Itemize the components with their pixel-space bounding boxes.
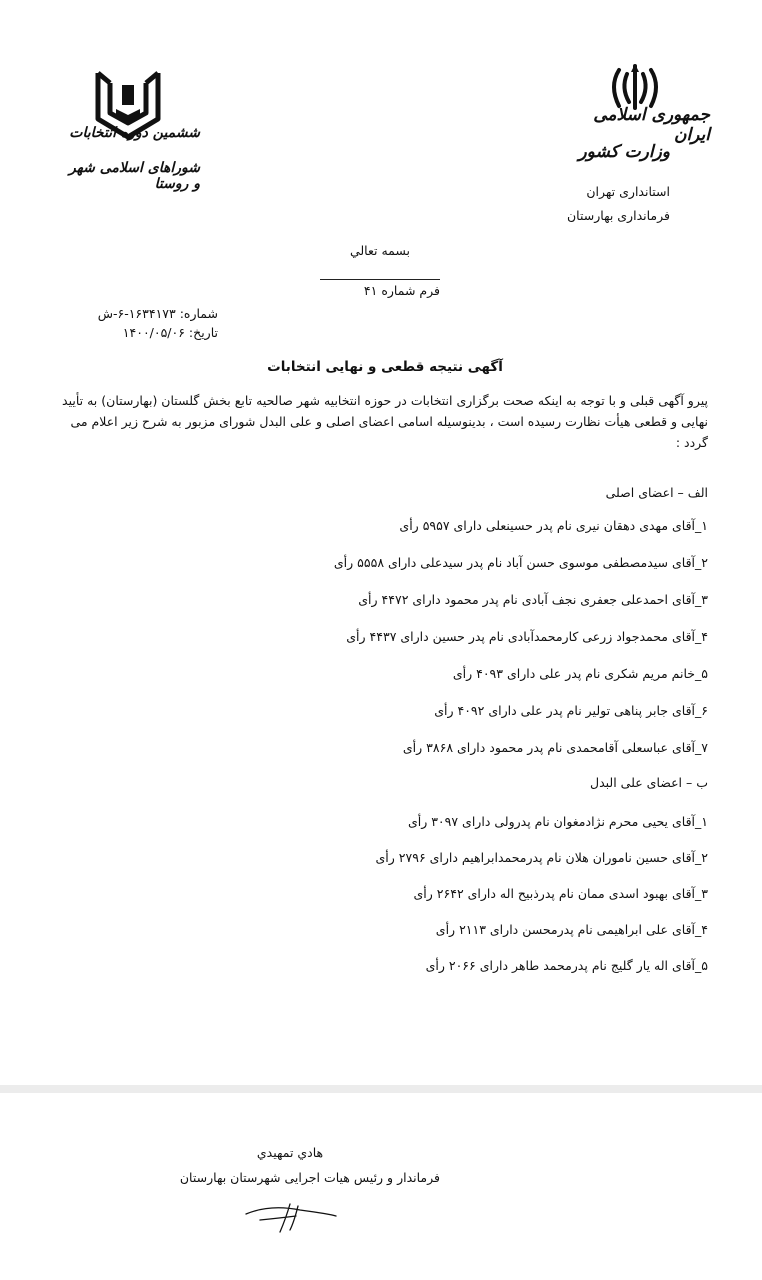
logo-title-line2: شوراهای اسلامی شهر و روستا (68, 160, 200, 192)
basmala: بسمه تعالي (349, 243, 411, 258)
org-line-2: فرمانداری بهارستان (566, 208, 670, 223)
intro-paragraph: پیرو آگهی قبلی و با توجه به اینکه صحت برگزاری انتخابات در حوزه انتخابیه شهر صالحیه تابع بخش گلستان (بهارستان) به تأیید نهایی و قطعی هیأت نظارت رسیده است ، بدینوسیله اسامی اعضای اصلی و علی البدل شورای مزبور به شرح زیر اعلام می گردد : (62, 393, 708, 450)
signatory-role: فرماندار و رئیس هیات اجرایی شهرستان بهارستان (179, 1170, 440, 1185)
main-member-4: ۴_آقای محمدجواد زرعی کارمحمدآبادی نام پدر حسین دارای ۴۴۳۷ رأی (346, 629, 708, 644)
alternate-member-5: ۵_آقای اله یار گلیج نام پدرمحمد طاهر دارای ۲۰۶۶ رأی (425, 958, 708, 973)
page-separator (0, 1085, 762, 1093)
reference-number: شماره: ۱۶۳۴۱۷۳-۶-ش (97, 306, 218, 321)
alternate-member-3: ۳_آقای بهبود اسدی ممان نام پدرذبیح اله دارای ۲۶۴۲ رأی (413, 886, 708, 901)
document-date: تاریخ: ۱۴۰۰/۰۵/۰۶ (122, 325, 218, 340)
emblem-title-line1: جمهوری اسلامی ایران (593, 105, 710, 145)
org-line-1: استانداری تهران (586, 184, 670, 199)
main-member-1: ۱_آقای مهدی دهقان نیری نام پدر حسینعلی دارای ۵۹۵۷ رأی (399, 518, 708, 533)
main-member-7: ۷_آقای عباسعلی آقامحمدی نام پدر محمود دارای ۳۸۶۸ رأی (402, 740, 708, 755)
basmala-underline (320, 279, 440, 280)
form-number: فرم شماره ۴۱ (363, 283, 440, 298)
section-main-heading: الف – اعضای اصلی (605, 485, 708, 500)
signatory-name: هادي تمهيدي (256, 1145, 324, 1160)
handwritten-signature-icon (240, 1196, 340, 1238)
main-member-3: ۳_آقای احمدعلی جعفری نجف آبادی نام پدر محمود دارای ۴۴۷۲ رأی (358, 592, 708, 607)
main-member-5: ۵_خانم مریم شکری نام پدر علی دارای ۴۰۹۳ رأی (452, 666, 708, 681)
alternate-member-2: ۲_آقای حسین ناموران هلان نام پدرمحمدابراهیم دارای ۲۷۹۶ رأی (375, 850, 708, 865)
main-member-2: ۲_آقای سیدمصطفی موسوی حسن آباد نام پدر سیدعلی دارای ۵۵۵۸ رأی (333, 555, 708, 570)
alternate-member-1: ۱_آقای یحیی محرم نژادمغوان نام پدرولی دارای ۳۰۹۷ رأی (407, 814, 708, 829)
emblem-title-line2: وزارت کشور (578, 142, 670, 162)
logo-title-line1: ششمین دوره انتخابات (69, 125, 200, 141)
section-alternate-heading: ب – اعضای علی البدل (590, 775, 708, 790)
announcement-title: آگهی نتیجه قطعی و نهایی انتخابات (267, 359, 503, 375)
main-member-6: ۶_آقای جابر پناهی تولیر نام پدر علی دارای ۴۰۹۲ رأی (434, 703, 708, 718)
alternate-member-4: ۴_آقای علی ابراهیمی نام پدرمحسن دارای ۲۱۱۳ رأی (435, 922, 708, 937)
